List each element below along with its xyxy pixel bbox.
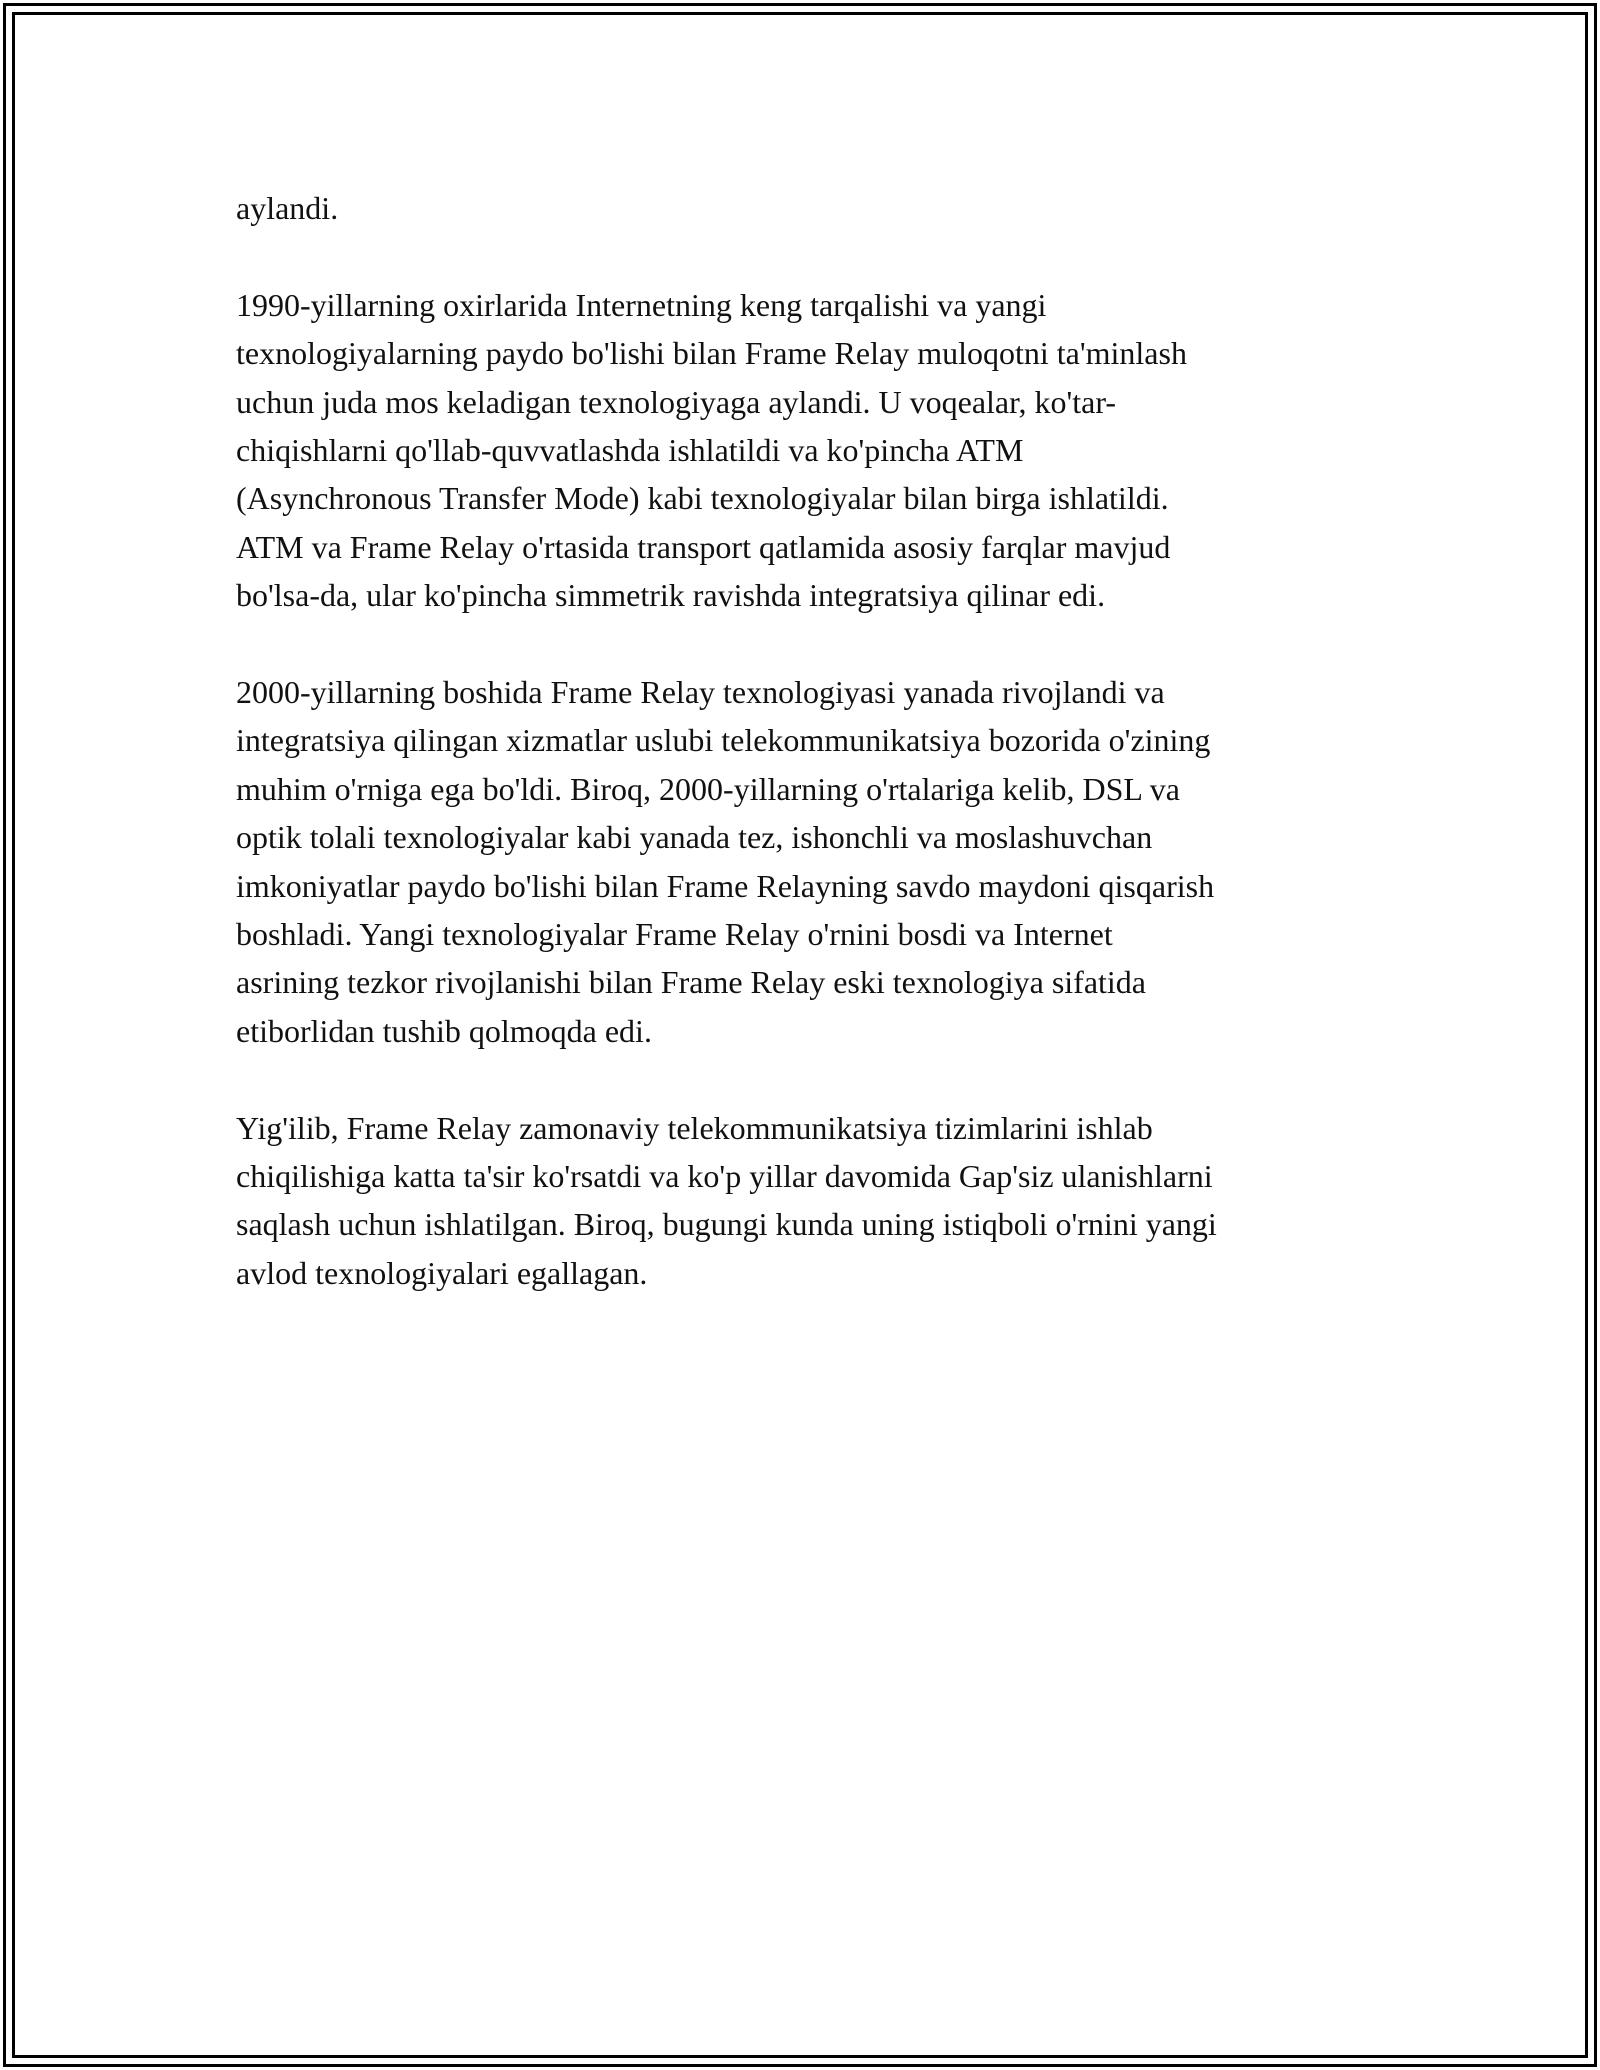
paragraph-2000s	[236, 668, 1366, 1055]
text-line: muhim o'rniga ega bo'ldi. Biroq, 2000-yillarning o'rtalariga kelib, DSL va	[236, 770, 1180, 807]
paragraph-1990s	[236, 281, 1366, 620]
text-line: aylandi.	[236, 190, 339, 226]
document-body	[236, 184, 1366, 1346]
text-line: texnologiyalarning paydo bo'lishi bilan Frame Relay muloqotni ta'minlash	[236, 335, 1187, 372]
paragraph-continuation	[236, 184, 1366, 232]
text-line: 2000-yillarning boshida Frame Relay texnologiyasi yanada rivojlandi va	[236, 674, 1165, 711]
text-line: chiqishlarni qo'llab-quvvatlashda ishlatildi va ko'pincha ATM	[236, 432, 1024, 469]
text-line: etiborlidan tushib qolmoqda edi.	[236, 1012, 652, 1049]
paragraph-summary	[236, 1104, 1366, 1298]
text-line: integratsiya qilingan xizmatlar uslubi telekommunikatsiya bozorida o'zining	[236, 722, 1211, 759]
text-line: bo'lsa-da, ular ko'pincha simmetrik ravishda integratsiya qilinar edi.	[236, 577, 1106, 614]
text-line: asrining tezkor rivojlanishi bilan Frame Relay eski texnologiya sifatida	[236, 964, 1146, 1001]
text-line: optik tolali texnologiyalar kabi yanada tez, ishonchli va moslashuvchan	[236, 819, 1153, 856]
text-line: (Asynchronous Transfer Mode) kabi texnologiyalar bilan birga ishlatildi.	[236, 480, 1169, 517]
text-line: boshladi. Yangi texnologiyalar Frame Relay o'rnini bosdi va Internet	[236, 916, 1113, 953]
text-line: uchun juda mos keladigan texnologiyaga aylandi. U voqealar, ko'tar-	[236, 383, 1117, 420]
text-line: 1990-yillarning oxirlarida Internetning keng tarqalishi va yangi	[236, 286, 1047, 323]
text-line: ATM va Frame Relay o'rtasida transport qatlamida asosiy farqlar mavjud	[236, 528, 1171, 565]
text-line: avlod texnologiyalari egallagan.	[236, 1254, 648, 1291]
text-line: chiqilishiga katta ta'sir ko'rsatdi va ko'p yillar davomida Gap'siz ulanishlarni	[236, 1158, 1213, 1195]
text-line: imkoniyatlar paydo bo'lishi bilan Frame Relayning savdo maydoni qisqarish	[236, 867, 1215, 904]
text-line: Yig'ilib, Frame Relay zamonaviy telekommunikatsiya tizimlarini ishlab	[236, 1109, 1153, 1146]
text-line: saqlash uchun ishlatilgan. Biroq, bugungi kunda uning istiqboli o'rnini yangi	[236, 1206, 1217, 1243]
